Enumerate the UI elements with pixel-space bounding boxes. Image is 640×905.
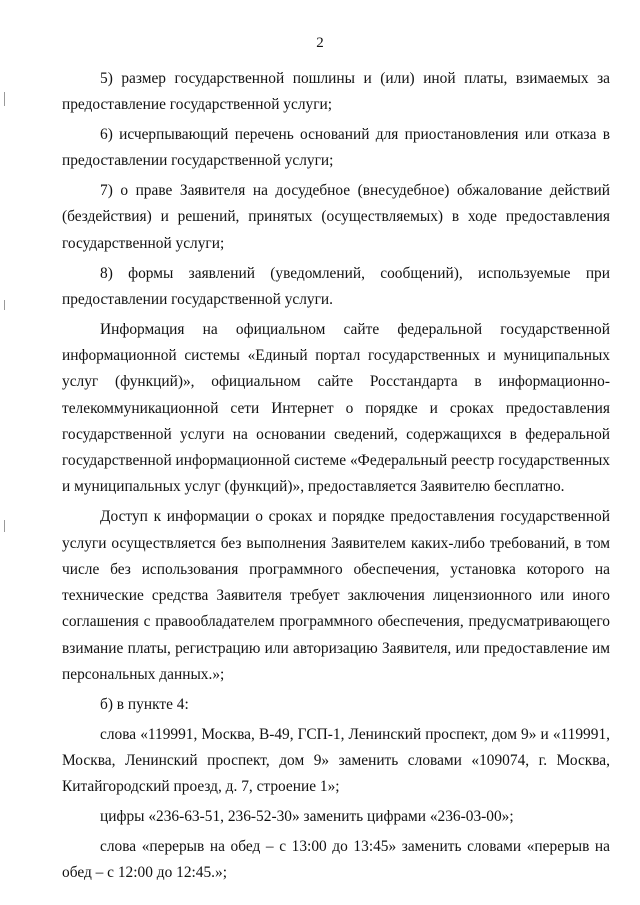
document-body bbox=[62, 66, 610, 890]
scan-edge-mark bbox=[4, 520, 5, 532]
paragraph-information: Информация на официальном сайте федеральной государственной информационной системы «Единый портал государственных и муниципальных услуг (функций)», официальном сайте Росстандарта в информационно-телекоммуникационной сети Интернет о порядке и сроках предоставления государственной услуги на основании сведений, содержащихся в федеральной государственной информационной системе «Федеральный реестр государственных и муниципальных услуг (функций)», предоставляется Заявителю бесплатно. bbox=[62, 320, 610, 496]
scan-edge-mark bbox=[4, 300, 5, 310]
scan-edge-mark bbox=[4, 92, 5, 106]
paragraph-item-6: 6) исчерпывающий перечень оснований для приостановления или отказа в предоставлении государственной услуги; bbox=[62, 126, 610, 170]
paragraph-phone-change: цифры «236-63-51, 236-52-30» заменить цифрами «236-03-00»; bbox=[100, 808, 514, 826]
paragraph-subclause-b: б) в пункте 4: bbox=[100, 695, 189, 713]
paragraph-address-change: слова «119991, Москва, В-49, ГСП-1, Ленинский проспект, дом 9» и «119991, Москва, Ленинский проспект, дом 9» заменить словами «109074, г. Москва, Китайгородский проезд, д. 7, строение 1»; bbox=[62, 725, 610, 796]
page-number: 2 bbox=[316, 35, 324, 51]
paragraph-access: Доступ к информации о сроках и порядке предоставления государственной услуги осуществляется без выполнения Заявителем каких-либо требований, в том числе без использования программного обеспечения, установка которого на технические средства Заявителя требует заключения лицензионного или иного соглашения с правообладателем программного обеспечения, предусматривающего взимание платы, регистрацию или авторизацию Заявителя, или предоставление им персональных данных.»; bbox=[62, 508, 610, 684]
paragraph-break-change: слова «перерыв на обед – с 13:00 до 13:45» заменить словами «перерыв на обед – с 12:00 до 12:45.»; bbox=[62, 837, 610, 882]
paragraph-item-8: 8) формы заявлений (уведомлений, сообщений), используемые при предоставлении государственной услуги. bbox=[62, 264, 610, 308]
paragraph-item-7: 7) о праве Заявителя на досудебное (внесудебное) обжалование действий (бездействия) и решений, принятых (осуществляемых) в ходе предоставления государственной услуги; bbox=[62, 182, 610, 252]
paragraph-item-5: 5) размер государственной пошлины и (или) иной платы, взимаемых за предоставление государственной услуги; bbox=[62, 70, 610, 114]
